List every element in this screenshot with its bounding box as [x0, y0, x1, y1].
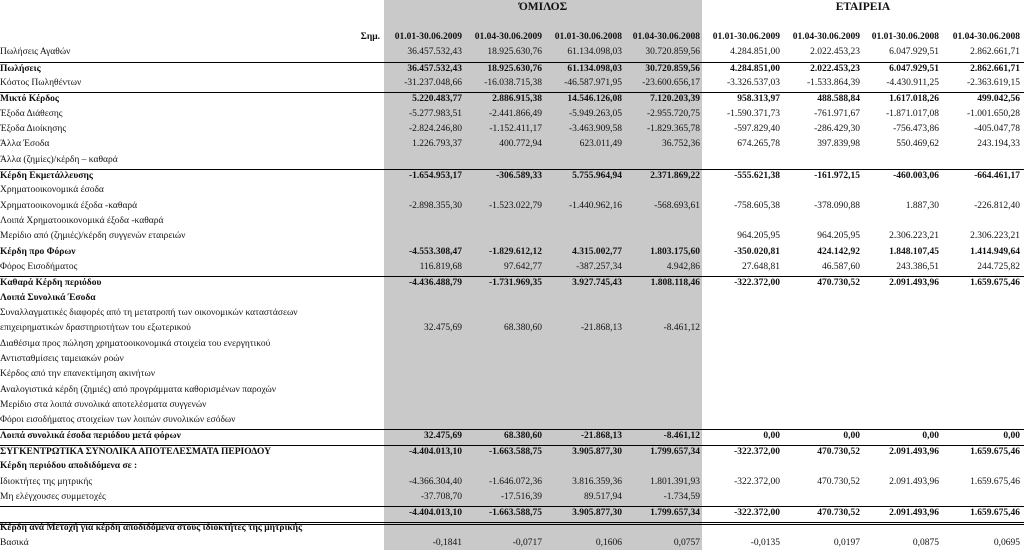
- value-cell: -2.363.619,15: [966, 78, 1020, 88]
- row-label: Κέρδη περιόδου αποδιδόμενα σε :: [0, 461, 138, 471]
- value-cell: 0,0197: [833, 538, 860, 548]
- value-cell: 470.730,52: [817, 278, 860, 288]
- group-header: ΌΜΙΛΟΣ: [518, 1, 568, 13]
- period-header: 01.01-30.06.2008: [871, 32, 939, 42]
- value-cell: -758.605,38: [734, 201, 780, 211]
- table-row: [0, 230, 1024, 245]
- value-cell: 1.659.675,46: [970, 447, 1020, 457]
- row-label: Μη ελέγχουσες συμμετοχές: [0, 492, 106, 502]
- value-cell: 7.120.203,39: [650, 94, 700, 104]
- table-row: [0, 445, 1024, 461]
- value-cell: 61.134.098,03: [567, 64, 622, 74]
- value-cell: -378.090,88: [814, 201, 860, 211]
- value-cell: 1.803.175,60: [650, 247, 700, 257]
- row-label: Ιδιοκτήτες της μητρικής: [0, 477, 93, 487]
- table-row: [0, 92, 1024, 108]
- value-cell: 400.772,94: [499, 139, 542, 149]
- value-cell: 3.816.359,36: [572, 477, 622, 487]
- table-row: [0, 292, 1024, 307]
- value-cell: 2.091.493,96: [889, 278, 939, 288]
- row-label: Βασικά: [0, 538, 29, 548]
- value-cell: 2.862.661,71: [970, 47, 1020, 57]
- period-header: 01.04-30.06.2008: [632, 32, 700, 42]
- row-label: ΣΥΓΚΕΝΤΡΩΤΙΚΑ ΣΥΝΟΛΙΚΑ ΑΠΟΤΕΛΕΣΜΑΤΑ ΠΕΡΙΟΔΟΥ: [0, 447, 272, 457]
- table-row: [0, 46, 1024, 61]
- value-cell: 1.799.657,34: [650, 447, 700, 457]
- period-header: 01.04-30.06.2009: [792, 32, 860, 42]
- period-header: 01.01-30.06.2009: [394, 32, 462, 42]
- row-label: Κέρδος από την επανεκτίμηση ακινήτων: [0, 369, 155, 379]
- value-cell: 623.011,49: [579, 139, 622, 149]
- table-row: [0, 261, 1024, 276]
- value-cell: -1.829.612,12: [488, 247, 542, 257]
- value-cell: 1.801.391,93: [650, 477, 700, 487]
- value-cell: 30.720.859,56: [645, 47, 700, 57]
- value-cell: -2.898.355,30: [408, 201, 462, 211]
- value-cell: 470.730,52: [817, 477, 860, 487]
- row-label: Μερίδιο από (ζημιές)/κέρδη συγγενών εταιρειών: [0, 231, 186, 241]
- value-cell: -1.663.588,75: [488, 447, 542, 457]
- table-row: [0, 123, 1024, 138]
- table-row: [0, 154, 1024, 169]
- value-cell: -8.461,12: [663, 323, 700, 333]
- row-label: Καθαρά Κέρδη περιόδου: [0, 278, 102, 288]
- row-label: Άλλα (ζημίες)/κέρδη – καθαρά: [0, 155, 118, 165]
- value-cell: -1.646.072,36: [488, 477, 542, 487]
- value-cell: 3.905.877,30: [572, 447, 622, 457]
- table-row: [0, 384, 1024, 399]
- value-cell: -161.972,15: [814, 171, 860, 181]
- row-label: Φόροι εισοδήματος στοιχείων των λοιπών συνολικών εσόδων: [0, 415, 236, 425]
- value-cell: -756.473,86: [893, 124, 939, 134]
- value-cell: -5.277.983,51: [408, 109, 462, 119]
- value-cell: -597.829,40: [734, 124, 780, 134]
- value-cell: -286.429,30: [814, 124, 860, 134]
- value-cell: -4.366.304,40: [408, 477, 462, 487]
- value-cell: 244.725,82: [977, 262, 1020, 272]
- value-cell: -4.404.013,10: [408, 508, 462, 518]
- row-label: Χρηματοοικονομικά έσοδα: [0, 185, 104, 195]
- value-cell: 0,00: [922, 431, 939, 441]
- value-cell: -761.971,67: [814, 109, 860, 119]
- table-row: [0, 62, 1024, 78]
- value-cell: -21.868,13: [580, 323, 622, 333]
- value-cell: 1.659.675,46: [970, 477, 1020, 487]
- value-cell: 4.315.002,77: [572, 247, 622, 257]
- value-cell: 2.091.493,96: [889, 508, 939, 518]
- row-label: Κέρδη ανά Μετοχή για κέρδη αποδιδόμενα στους ιδιοκτήτες της μητρικής: [0, 523, 303, 533]
- value-cell: -0,0135: [750, 538, 780, 548]
- table-row: [0, 108, 1024, 123]
- value-cell: -3.463.909,58: [568, 124, 622, 134]
- value-cell: 1.887,30: [905, 201, 939, 211]
- value-cell: 1.414.949,64: [970, 247, 1020, 257]
- value-cell: 5.755.964,94: [572, 171, 622, 181]
- value-cell: -1.731.969,35: [488, 278, 542, 288]
- value-cell: 6.047.929,51: [889, 47, 939, 57]
- value-cell: -0,1841: [432, 538, 462, 548]
- value-cell: 2.022.453,23: [810, 64, 860, 74]
- row-label: Διαθέσιμα προς πώληση χρηματοοικονομικά στοιχεία του ενεργητικού: [0, 339, 271, 349]
- table-row: [0, 368, 1024, 383]
- table-row: [0, 460, 1024, 475]
- value-cell: -555.621,38: [734, 171, 780, 181]
- value-cell: 0,0695: [993, 538, 1020, 548]
- period-header: 01.01-30.06.2009: [712, 32, 780, 42]
- value-cell: 5.220.483,77: [412, 94, 462, 104]
- row-label: Συναλλαγματικές διαφορές από τη μετατροπή των οικονομικών καταστάσεων: [0, 308, 298, 318]
- value-cell: -16.038.715,38: [484, 78, 542, 88]
- value-cell: -2.441.866,49: [488, 109, 542, 119]
- row-label: επιχειρηματικών δραστηριοτήτων του εξωτερικού: [0, 323, 191, 333]
- value-cell: -350.020,81: [734, 247, 780, 257]
- table-row: [0, 522, 1024, 537]
- value-cell: -2.955.720,75: [646, 109, 700, 119]
- value-cell: 674.265,78: [737, 139, 780, 149]
- value-cell: 2.091.493,96: [889, 477, 939, 487]
- period-header: 01.01-30.06.2008: [554, 32, 622, 42]
- value-cell: 1.659.675,46: [970, 278, 1020, 288]
- value-cell: 30.720.859,56: [645, 64, 700, 74]
- table-row: [0, 476, 1024, 491]
- value-cell: -664.461,17: [974, 171, 1020, 181]
- value-cell: -4.553.308,47: [408, 247, 462, 257]
- value-cell: -1.152.411,17: [489, 124, 542, 134]
- value-cell: 2.862.661,71: [970, 64, 1020, 74]
- value-cell: -322.372,00: [734, 278, 780, 288]
- value-cell: 470.730,52: [817, 508, 860, 518]
- value-cell: 1.659.675,46: [970, 508, 1020, 518]
- value-cell: 0,1606: [595, 538, 622, 548]
- value-cell: -1.663.588,75: [488, 508, 542, 518]
- value-cell: 32.475,69: [424, 323, 462, 333]
- value-cell: 36.457.532,43: [407, 64, 462, 74]
- value-cell: -322.372,00: [734, 477, 780, 487]
- table-row: [0, 353, 1024, 368]
- value-cell: -21.868,13: [580, 431, 622, 441]
- value-cell: 550.469,62: [896, 139, 939, 149]
- value-cell: -226.812,40: [974, 201, 1020, 211]
- table-row: [0, 77, 1024, 92]
- value-cell: -1.590.371,73: [726, 109, 780, 119]
- row-label: Έξοδα Διάθεσης: [0, 109, 63, 119]
- value-cell: 6.047.929,51: [889, 64, 939, 74]
- value-cell: 1.799.657,34: [650, 508, 700, 518]
- row-label: Έξοδα Διοίκησης: [0, 124, 67, 134]
- value-cell: -31.237.048,66: [404, 78, 462, 88]
- value-cell: 424.142,92: [817, 247, 860, 257]
- table-row: [0, 414, 1024, 429]
- value-cell: -4.436.488,79: [408, 278, 462, 288]
- table-row: [0, 138, 1024, 153]
- value-cell: 243.386,51: [896, 262, 939, 272]
- table-row: [0, 200, 1024, 215]
- value-cell: 3.905.877,30: [572, 508, 622, 518]
- row-label: Φόρος Εισοδήματος: [0, 262, 78, 272]
- row-label: Κέρδη προ Φόρων: [0, 247, 76, 257]
- table-row: [0, 215, 1024, 230]
- value-cell: 32.475,69: [424, 431, 462, 441]
- value-cell: 18.925.630,76: [487, 64, 542, 74]
- period-header: 01.04-30.06.2008: [952, 32, 1020, 42]
- value-cell: 1.226.793,37: [412, 139, 462, 149]
- row-label: Λοιπά Συνολικά Έσοδα: [0, 293, 96, 303]
- value-cell: 2.022.453,23: [810, 47, 860, 57]
- value-cell: 68.380,60: [504, 431, 542, 441]
- value-cell: -2.824.246,80: [408, 124, 462, 134]
- value-cell: 27.648,81: [742, 262, 780, 272]
- value-cell: 499.042,56: [977, 94, 1020, 104]
- row-label: Κέρδη Εκμετάλλευσης: [0, 171, 93, 181]
- row-label: Χρηματοοικονομικά έξοδα -καθαρά: [0, 201, 138, 211]
- value-cell: 2.886.915,38: [492, 94, 542, 104]
- value-cell: 2.371.869,22: [650, 171, 700, 181]
- row-label: Μικτό Κέρδος: [0, 94, 59, 104]
- table-row: [0, 169, 1024, 185]
- table-row: [0, 429, 1024, 445]
- value-cell: 3.927.745,43: [572, 278, 622, 288]
- value-cell: -306.589,33: [496, 171, 542, 181]
- period-header-row: [0, 32, 1024, 44]
- value-cell: -23.600.656,17: [642, 78, 700, 88]
- value-cell: -405.047,78: [974, 124, 1020, 134]
- value-cell: 89.517,94: [584, 492, 622, 502]
- value-cell: -568.693,61: [654, 201, 700, 211]
- value-cell: -1.001.650,28: [966, 109, 1020, 119]
- value-cell: 488.588,84: [817, 94, 860, 104]
- value-cell: 18.925.630,76: [487, 47, 542, 57]
- table-row: [0, 276, 1024, 292]
- value-cell: -4.404.013,10: [408, 447, 462, 457]
- row-label: Λοιπά Χρηματοοικονομικά έξοδα -καθαρά: [0, 216, 164, 226]
- company-header: ΕΤΑΙΡΕΙΑ: [835, 1, 891, 13]
- row-label: Κόστος Πωληθέντων: [0, 78, 82, 88]
- value-cell: 14.546.126,08: [567, 94, 622, 104]
- row-label: Αντισταθμίσεις ταμειακών ροών: [0, 354, 124, 364]
- value-cell: 4.942,86: [666, 262, 700, 272]
- value-cell: 116.819,68: [419, 262, 462, 272]
- value-cell: 0,0875: [912, 538, 939, 548]
- value-cell: -0,0717: [512, 538, 542, 548]
- value-cell: 1.848.107,45: [889, 247, 939, 257]
- note-column-label: Σημ.: [360, 32, 380, 42]
- value-cell: 2.306.223,21: [889, 231, 939, 241]
- value-cell: -1.654.953,17: [408, 171, 462, 181]
- value-cell: 1.808.118,46: [650, 278, 700, 288]
- value-cell: 46.587,60: [822, 262, 860, 272]
- value-cell: 0,00: [763, 431, 780, 441]
- value-cell: 470.730,52: [817, 447, 860, 457]
- value-cell: -8.461,12: [663, 431, 700, 441]
- table-row: [0, 246, 1024, 261]
- row-label: Αναλογιστικά κέρδη (ζημιές) από προγράμματα καθορισμένων παροχών: [0, 385, 277, 395]
- value-cell: -1.440.962,16: [568, 201, 622, 211]
- table-row: [0, 338, 1024, 353]
- row-label: Μερίδιο στα λοιπά συνολικά αποτελέσματα συγγενών: [0, 400, 207, 410]
- table-row: [0, 307, 1024, 322]
- value-cell: 61.134.098,03: [567, 47, 622, 57]
- value-cell: 0,00: [843, 431, 860, 441]
- value-cell: -1.734,59: [663, 492, 700, 502]
- value-cell: 964.205,95: [817, 231, 860, 241]
- value-cell: -1.523.022,79: [488, 201, 542, 211]
- value-cell: -37.708,70: [420, 492, 462, 502]
- value-cell: -5.949.263,05: [568, 109, 622, 119]
- value-cell: -3.326.537,03: [726, 78, 780, 88]
- table-row: [0, 399, 1024, 414]
- value-cell: -17.516,39: [500, 492, 542, 502]
- value-cell: -46.587.971,95: [564, 78, 622, 88]
- value-cell: 1.617.018,26: [889, 94, 939, 104]
- period-header: 01.04-30.06.2009: [474, 32, 542, 42]
- row-label: Λοιπά συνολικά έσοδα περιόδου μετά φόρων: [0, 431, 181, 441]
- value-cell: 397.839,98: [817, 139, 860, 149]
- table-row: [0, 491, 1024, 506]
- value-cell: 36.457.532,43: [407, 47, 462, 57]
- value-cell: -1.871.017,08: [885, 109, 939, 119]
- value-cell: 4.284.851,00: [730, 47, 780, 57]
- table-row: [0, 322, 1024, 337]
- value-cell: 68.380,60: [504, 323, 542, 333]
- table-row: [0, 184, 1024, 199]
- value-cell: -1.533.864,39: [806, 78, 860, 88]
- value-cell: -387.257,34: [576, 262, 622, 272]
- value-cell: -322.372,00: [734, 508, 780, 518]
- value-cell: 4.284.851,00: [730, 64, 780, 74]
- value-cell: -4.430.911,25: [886, 78, 939, 88]
- value-cell: 243.194,33: [977, 139, 1020, 149]
- value-cell: 958.313,97: [737, 94, 780, 104]
- value-cell: -460.003,06: [893, 171, 939, 181]
- value-cell: -322.372,00: [734, 447, 780, 457]
- value-cell: 2.306.223,21: [970, 231, 1020, 241]
- value-cell: 0,0757: [673, 538, 700, 548]
- value-cell: 2.091.493,96: [889, 447, 939, 457]
- row-label: Πωλήσεις Αγαθών: [0, 47, 71, 57]
- value-cell: 36.752,36: [662, 139, 700, 149]
- value-cell: 964.205,95: [737, 231, 780, 241]
- value-cell: 0,00: [1003, 431, 1020, 441]
- row-label: Πωλήσεις: [0, 64, 41, 74]
- row-label: Άλλα Έσοδα: [0, 139, 50, 149]
- value-cell: -1.829.365,78: [646, 124, 700, 134]
- value-cell: 97.642,77: [504, 262, 542, 272]
